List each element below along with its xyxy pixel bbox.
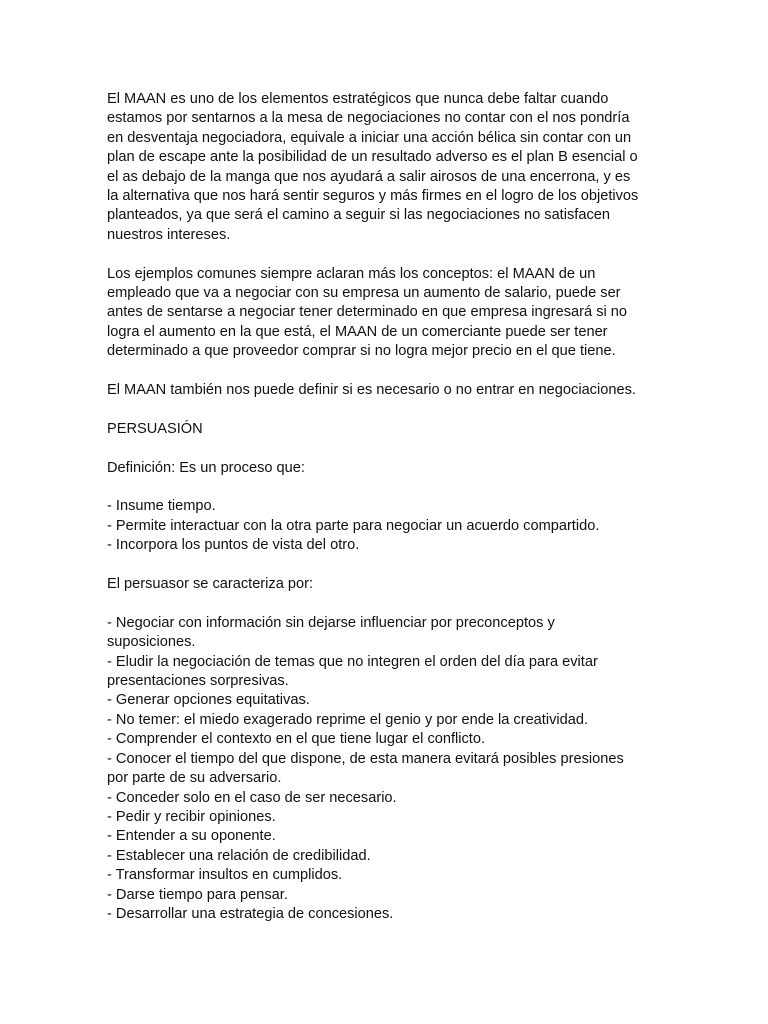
list-item: - Pedir y recibir opiniones.: [107, 808, 276, 825]
persuasor-list: [107, 614, 667, 925]
paragraph-maan-decision: El MAAN también nos puede definir si es necesario o no entrar en negociaciones.: [107, 382, 636, 399]
paragraph-maan-examples: Los ejemplos comunes siempre aclaran más los conceptos: el MAAN de un empleado que va a negociar con su empresa un aumento de salario, puede ser antes de sentarse a negociar tener determinado en que empresa ingresará si no logra el aumento en la que está, el MAAN de un comerciante puede ser tener determinado a que proveedor comprar si no logra mejor precio en el que tiene.: [107, 265, 628, 360]
list-item: - Transformar insultos en cumplidos.: [107, 867, 343, 884]
paragraph-maan-definition: El MAAN es uno de los elementos estratégicos que nunca debe faltar cuando estamos por sentarnos a la mesa de negociaciones no contar con el nos pondría en desventaja negociadora, equivale a iniciar una acción bélica sin contar con un plan de escape ante la posibilidad de un resultado adverso es el plan B esencial o el as debajo de la manga que nos ayudará a salir airosos de una encerrona, y es la alternativa que nos hará sentir seguros y más firmes en el logro de los objetivos planteados, ya que será el camino a seguir si las negociaciones no satisfacen nuestros intereses.: [107, 91, 639, 243]
list-item: - Darse tiempo para pensar.: [107, 886, 288, 903]
list-item: - Incorpora los puntos de vista del otro.: [107, 537, 360, 554]
list-item: - Conceder solo en el caso de ser necesario.: [107, 789, 397, 806]
list-item: - Insume tiempo.: [107, 498, 216, 515]
list-item: - Desarrollar una estrategia de concesiones.: [107, 905, 394, 922]
list-item: - No temer: el miedo exagerado reprime el genio y por ende la creatividad.: [107, 711, 589, 728]
list-item: - Eludir la negociación de temas que no integren el orden del día para evitar presentaciones sorpresivas.: [107, 653, 598, 690]
definition-list: [107, 497, 667, 555]
section-heading-persuasion: PERSUASIÓN: [107, 420, 203, 437]
list-item: - Permite interactuar con la otra parte para negociar un acuerdo compartido.: [107, 517, 600, 534]
document-page: [107, 90, 667, 944]
list-item: - Generar opciones equitativas.: [107, 692, 310, 709]
list-item: - Negociar con información sin dejarse influenciar por preconceptos y suposiciones.: [107, 614, 555, 651]
persuasor-intro: El persuasor se caracteriza por:: [107, 576, 314, 593]
list-item: - Establecer una relación de credibilidad.: [107, 847, 371, 864]
definition-intro: Definición: Es un proceso que:: [107, 459, 305, 476]
list-item: - Comprender el contexto en el que tiene lugar el conflicto.: [107, 731, 486, 748]
list-item: - Entender a su oponente.: [107, 828, 276, 845]
list-item: - Conocer el tiempo del que dispone, de esta manera evitará posibles presiones por parte de su adversario.: [107, 750, 624, 787]
